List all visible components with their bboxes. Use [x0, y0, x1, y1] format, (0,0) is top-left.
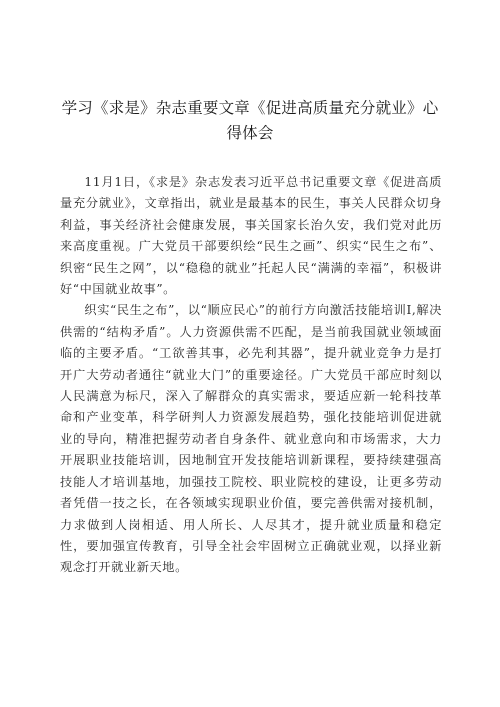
- document-body: [60, 172, 442, 579]
- title-line-2: 得体会: [226, 124, 274, 142]
- paragraph-2: 织实“民生之布”，以“顺应民心”的前行方向激活技能培训I,解决供需的“结构矛盾”。人力资源供需不匹配，是当前我国就业领域面临的主要矛盾。“工欲善其事，必先利其器”，提升就业竞争力是打开广大劳动者通往“就业大门”的重要途径。广大党员干部应时刻以人民满意为标尺，深入了解群众的真实需求，要适应新一轮科技革命和产业变革，科学研判人力资源发展趋势，强化技能培训促进就业的导向，精准把握劳动者自身条件、就业意向和市场需求，大力开展职业技能培训，因地制宜开发技能培训新课程，要持续建强高技能人才培训基地，加强技工院校、职业院校的建设，让更多劳动者凭借一技之长，在各领域实现职业价值，要完善供需对接机制，力求做到人岗相适、用人所长、人尽其才，提升就业质量和稳定性，要加强宣传教育，引导全社会牢固树立正确就业观，以择业新观念打开就业新天地。: [60, 303, 442, 575]
- document-title: [60, 96, 440, 146]
- title-line-1: 学习《求是》杂志重要文章《促进高质量充分就业》心: [61, 99, 439, 117]
- paragraph-1: 11月1日，《求是》杂志发表习近平总书记重要文章《促进高质量充分就业》，文章指出，就业是最基本的民生，事关人民群众切身利益，事关经济社会健康发展，事关国家长治久安，我们党对此历来高度重视。广大党员干部要织绘“民生之画”、织实“民生之布”、织密“民生之网”，以“稳稳的就业”托起人民“满满的幸福”，积极讲好“中国就业故事”。: [60, 175, 442, 297]
